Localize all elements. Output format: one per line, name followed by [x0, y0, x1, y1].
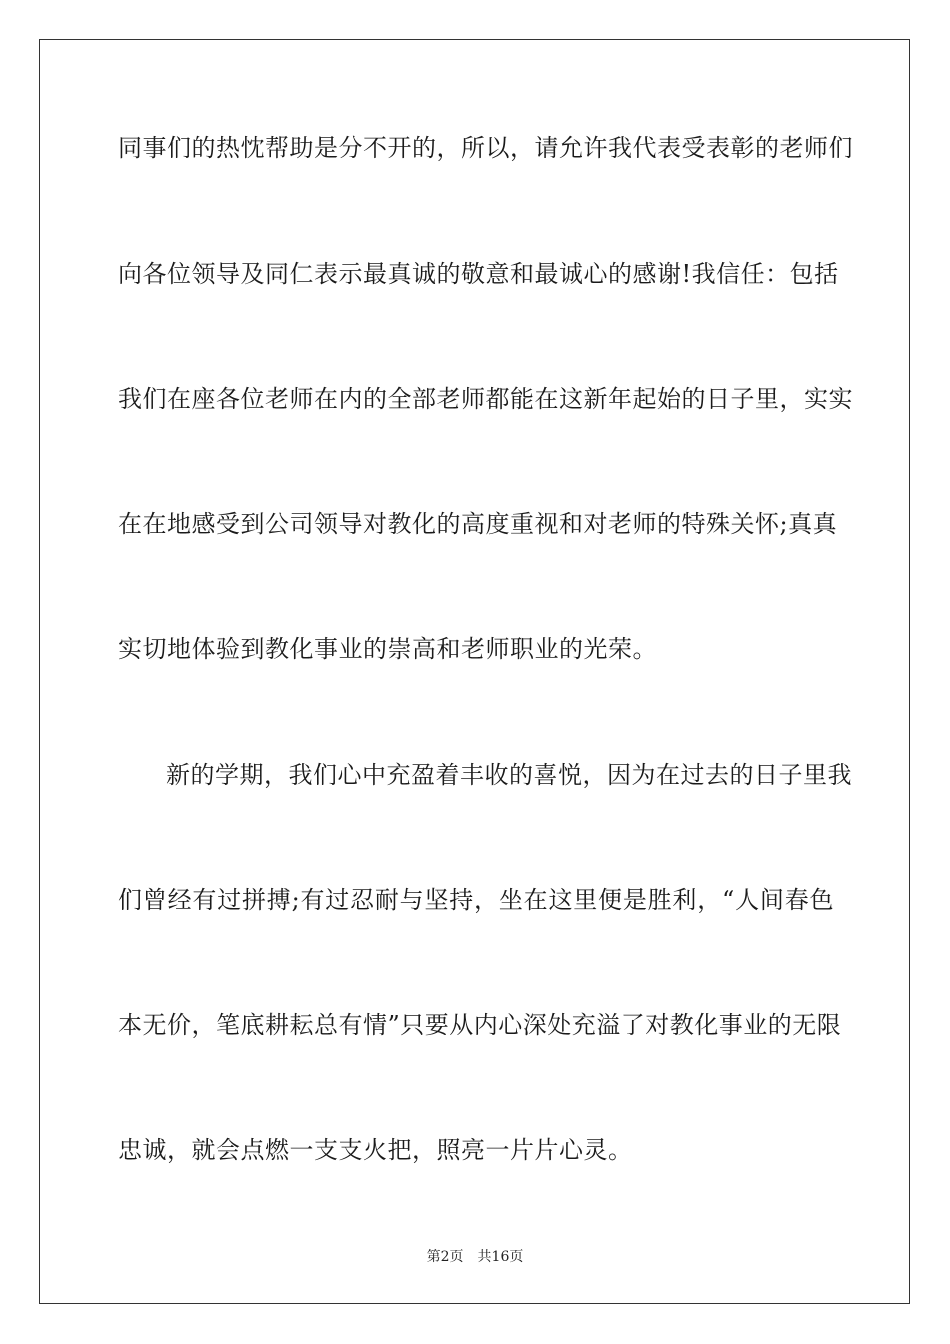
page-number: 第2页 — [426, 1249, 464, 1265]
paragraph-1-line-2: 向各位领导及同仁表示最真诚的敬意和最诚心的感谢!我信任：包括 — [118, 260, 839, 288]
paragraph-1-line-3: 我们在座各位老师在内的全部老师都能在这新年起始的日子里，实实 — [118, 385, 853, 413]
page-border — [39, 39, 910, 1304]
paragraph-1-line-5: 实切地体验到教化事业的崇高和老师职业的光荣。 — [118, 635, 657, 663]
page-total: 共16页 — [477, 1249, 524, 1265]
paragraph-2-line-2: 们曾经有过拼搏;有过忍耐与坚持，坐在这里便是胜利，“人间春色 — [118, 886, 834, 914]
paragraph-2-line-4: 忠诚，就会点燃一支支火把，照亮一片片心灵。 — [118, 1136, 633, 1164]
paragraph-2-line-1: 新的学期，我们心中充盈着丰收的喜悦，因为在过去的日子里我 — [166, 761, 852, 789]
paragraph-2-line-3: 本无价，笔底耕耘总有情”只要从内心深处充溢了对教化事业的无限 — [118, 1011, 842, 1039]
page-footer — [0, 1248, 950, 1266]
paragraph-1-line-1: 同事们的热忱帮助是分不开的，所以，请允许我代表受表彰的老师们 — [118, 134, 853, 162]
paragraph-1-line-4: 在在地感受到公司领导对教化的高度重视和对老师的特殊关怀;真真 — [118, 510, 838, 538]
